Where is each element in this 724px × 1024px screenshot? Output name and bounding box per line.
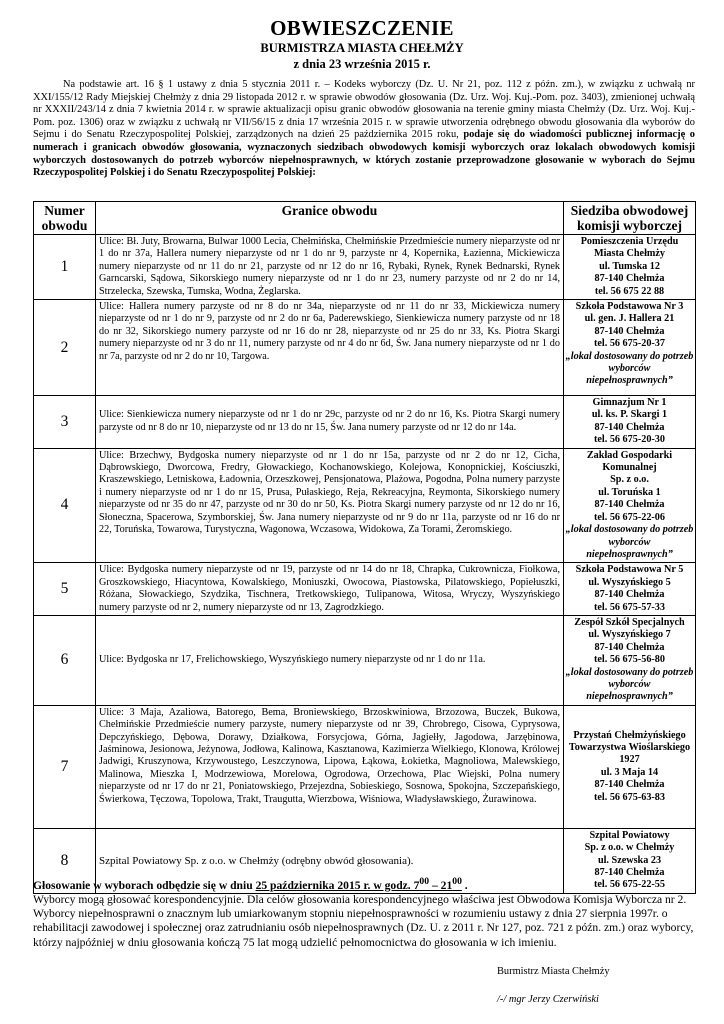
district-number: 7 xyxy=(34,705,96,828)
commission-seat xyxy=(564,705,696,828)
table-row xyxy=(34,448,696,563)
seat-line: Szpital Powiatowy xyxy=(589,829,670,841)
district-bounds: Ulice: Bydgoska numery nieparzyste od nr 19, parzyste od nr 14 do nr 18, Chrapka, Cukrownicza, Fiołkowa, Groszkowskiego, Hiacyntowa, Kowalskiego, Moniuszki, Owocowa, Piastowska, Pilatowskiego, Popiełuszki, Różana, Słowackiego, Szydzika, Tischnera, Tretkowskiego, Tulipanowa, Witosa, Wryczy, Wyszyńskiego numery parzyste od nr 2, numery nieparzyste od nr 13, Zagrodzkiego. xyxy=(96,563,564,616)
seat-line: 87-140 Chełmża xyxy=(594,867,665,878)
table-row xyxy=(34,705,696,828)
seat-line: Gimnazjum Nr 1 xyxy=(592,397,667,409)
district-number: 5 xyxy=(34,563,96,616)
district-bounds: Ulice: 3 Maja, Azaliowa, Batorego, Bema, Broniewskiego, Brzoskwiniowa, Brzozowa, Buczek, Bukowa, Chełmińskie Przedmieście numery parzyste, numery nieparzyste od nr 39, Chrobrego, Cisowa, Cyprysowa, Depczyńskiego, Dębowa, Dorawy, Działkowa, Forsycjowa, Górna, Jagiełły, Jagodowa, Jarzębinowa, Jaśminowa, Jesionowa, Jeżynowa, Jodłowa, Kalinowa, Kasztanowa, Kazimierza Wielkiego, Klonowa, Królowej Jadwigi, Kruszynowa, Krzywoustego, Leszczynowa, Lipowa, Łąkowa, Łokietka, Magnoliowa, Malewskiego, Malinowa, Mieszka I, Modrzewiowa, Morelowa, Ogrodowa, Orzechowa, Plac Wiejski, Polna numery nieparzyste od nr 17 do nr 21, Poniatowskiego, Przejezdna, Sobieskiego, Sosnowa, Spokojna, Szczepańskiego, Świerkowa, Tęczowa, Topolowa, Trakt, Traugutta, Wierzbowa, Wiśniowa, Władysławskiego, Żurawinowa. xyxy=(96,705,564,828)
voting-time-prefix: Głosowanie w wyborach odbędzie się w dniu xyxy=(33,878,256,892)
voting-time-end: . xyxy=(461,878,468,892)
seat-line: 87-140 Chełmża xyxy=(594,421,665,433)
district-number: 2 xyxy=(34,300,96,396)
table-row xyxy=(34,396,696,449)
commission-seat xyxy=(564,300,696,396)
seat-line: Zespół Szkół Specjalnych xyxy=(574,616,685,628)
voting-time xyxy=(33,875,703,893)
district-bounds: Ulice: Brzechwy, Bydgoska numery nieparzyste od nr 1 do nr 15a, parzyste od nr 2 do nr 12, Cicha, Dąbrowskiego, Dworcowa, Fredry, Głowackiego, Kochanowskiego, Kolejowa, Konopnickiej, Kościuszki, Kraszewskiego, Letniskowa, Ładownia, Orzeszkowej, Pensjonatowa, Plażowa, Pogodna, Polna numery parzyste i numery nieparzyste od nr 1 do nr 15, Prusa, Pułaskiego, Reja, Rekreacyjna, Reymonta, Sikorskiego numery nieparzyste od nr 35 do nr 47, parzyste od nr 30 do nr 50, Ks. Piotra Skargi numery parzyste od nr 12 do nr 16, Słoneczna, Spacerowa, Szymborskiej, Św. Jana numery nieparzyste od nr 9 do nr 11a, parzyste od nr 16 do nr 22, Toruńska, Towarowa, Turystyczna, Wagonowa, Wczasowa, Widokowa, Za Torami, Żeromskiego. xyxy=(96,448,564,563)
seat-line: 87-140 Chełmża xyxy=(594,779,665,791)
seat-line: Przystań Chełmżyńskiego Towarzystwa Wioślarskiego 1927 xyxy=(568,729,691,766)
accessibility-note: „lokal dostosowany do potrzeb wyborców niepełnosprawnych” xyxy=(565,666,694,703)
districts-table xyxy=(33,201,696,894)
seat-line: tel. 56 675-20-30 xyxy=(593,434,665,446)
seat-line: ul. gen. J. Hallera 21 xyxy=(584,313,675,325)
seat-line: ul. 3 Maja 14 xyxy=(600,766,659,778)
seat-line: tel. 56 675-57-33 xyxy=(593,601,665,613)
seat-line: 87-140 Chełmża xyxy=(594,273,665,285)
header-bounds: Granice obwodu xyxy=(96,202,564,235)
seat-line: ul. Szewska 23 xyxy=(597,854,662,866)
intro-paragraph xyxy=(33,79,695,180)
signature-name: /-/ mgr Jerzy Czerwiński xyxy=(497,994,599,1005)
seat-line: tel. 56 675-22-55 xyxy=(593,879,665,891)
seat-line: tel. 56 675-20-37 xyxy=(593,338,665,350)
seat-line: 87-140 Chełmża xyxy=(594,589,665,601)
district-bounds: Szpital Powiatowy Sp. z o.o. w Chełmży (odrębny obwód głosowania). xyxy=(96,828,564,893)
seat-line: ul. Tumska 12 xyxy=(599,260,660,272)
seat-line: tel. 56 675 22 88 xyxy=(594,285,665,297)
district-number: 8 xyxy=(34,828,96,893)
district-number: 3 xyxy=(34,396,96,449)
seat-line: ul. Wyszyńskiego 5 xyxy=(588,576,671,588)
commission-seat xyxy=(564,615,696,705)
commission-seat xyxy=(564,235,696,300)
header-seat: Siedziba obwodowej komisji wyborczej xyxy=(564,202,696,235)
district-number: 4 xyxy=(34,448,96,563)
seat-line: Zakład Gospodarki Komunalnej xyxy=(586,449,673,474)
header-number: Numer obwodu xyxy=(34,202,96,235)
voting-date-text: 25 października 2015 r. w godz. 7 xyxy=(255,878,420,892)
correspondence-voting-note: Wyborcy mogą głosować korespondencyjnie. Dla celów głosowania korespondencyjnego właściwa jest Obwodowa Komisja Wyborcza nr 2. xyxy=(33,893,687,907)
commission-seat xyxy=(564,563,696,616)
seat-line: 87-140 Chełmża xyxy=(594,641,665,653)
voting-start-minutes: 00 xyxy=(419,876,430,887)
seat-line: Szkoła Podstawowa Nr 5 xyxy=(575,564,684,576)
district-number: 6 xyxy=(34,615,96,705)
seat-line: ul. ks. P. Skargi 1 xyxy=(591,409,668,421)
table-row xyxy=(34,300,696,396)
district-bounds: Ulice: Bydgoska nr 17, Frelichowskiego, Wyszyńskiego numery nieparzyste od nr 1 do nr 11a. xyxy=(96,615,564,705)
intro-text: Na podstawie art. 16 § 1 ustawy z dnia 5 stycznia 2011 r. – Kodeks wyborczy (Dz. U. Nr 21, poz. 112 z późn. zm.), w związku z uchwałą nr XXI/155/12 Rady Miejskiej Chełmży z dnia 29 listopada 2012 r. w sprawie obwodów głosowania (Dz. Urz. Woj. Kuj.-Pom. poz. 3403), zmienionej uchwałą nr XXXII/243/14 z dnia 7 kwietnia 2014 r. w sprawie aktualizacji opisu granic obwodów głosowania na terenie gminy miasta Chełmży (Dz. Urz. Woj. Kuj.-Pom. poz. 1306) oraz w związku z uchwałą nr VII/56/15 z dnia 17 września 2015 r. w sprawie utworzenia odrębnego obwodu głosowania dla wyborów do Sejmu i do Senatu Rzeczypospolitej Polskiej, zarządzonych na dzień 25 października 2015 roku, xyxy=(33,79,695,141)
intro-bold-text: podaje się do wiadomości publicznej informację o numerach i granicach obwodów głosowania, wyznaczonych siedzibach obwodowych komisji wyborczych oraz lokalach obwodowych komisji wyborczych dostosowanych do potrzeb wyborców niepełnosprawnych, w których zostanie przeprowadzone głosowanie w wyborach do Sejmu Rzeczypospolitej Polskiej i do Senatu Rzeczypospolitej Polskiej: xyxy=(33,129,695,179)
seat-line: ul. Toruńska 1 xyxy=(598,486,661,498)
document-title: OBWIESZCZENIE xyxy=(270,16,454,40)
voting-end-minutes: 00 xyxy=(452,876,462,887)
voting-date xyxy=(255,876,462,892)
commission-seat xyxy=(564,448,696,563)
signature-title: Burmistrz Miasta Chełmży xyxy=(497,966,610,977)
table-row xyxy=(34,615,696,705)
table-header-row xyxy=(34,202,696,235)
accessibility-note: „lokal dostosowany do potrzeb wyborców niepełnosprawnych” xyxy=(565,524,694,560)
seat-line: Pomieszczenia Urzędu Miasta Chełmży xyxy=(580,236,679,260)
seat-line: tel. 56 675-63-83 xyxy=(593,791,665,803)
district-bounds: Ulice: Sienkiewicza numery nieparzyste od nr 1 do nr 29c, parzyste od nr 2 do nr 16, Ks. Piotra Skargi numery parzyste od nr 8 do nr 10, nieparzyste od nr 13 do nr 15, Św. Jana numery parzyste od nr 12 do nr 14a. xyxy=(96,396,564,449)
district-number: 1 xyxy=(34,235,96,300)
proxy-voting-note: Wyborcy niepełnosprawni o znacznym lub umiarkowanym stopniu niepełnosprawności w rozumieniu ustawy z dnia 27 sierpnia 1997r. o rehabilitacji zawodowej i społecznej oraz zatrudnianiu osób niepełnosprawnych (Dz. U. z 2011 r. Nr 127, poz. 721 z późn. zm.) oraz wyborcy, którzy najpóźniej w dniu głosowania kończą 75 lat mogą udzielić pełnomocnictwa do głosowania w ich imieniu. xyxy=(33,907,694,949)
seat-line: Sp. z o.o. w Chełmży xyxy=(584,842,675,854)
document-subtitle: BURMISTRZA MIASTA CHEŁMŻY xyxy=(260,41,464,55)
table-row xyxy=(34,563,696,616)
seat-line: Szkoła Podstawowa Nr 3 xyxy=(575,301,684,313)
commission-seat xyxy=(564,396,696,449)
document-date: z dnia 23 września 2015 r. xyxy=(293,57,431,71)
footer xyxy=(33,875,703,950)
district-bounds: Ulice: Hallera numery parzyste od nr 8 do nr 34a, nieparzyste od nr 11 do nr 33, Mickiewicza numery nieparzyste od nr 1 do nr 9, parzyste od nr 2 do nr 6a, Paderewskiego, Sienkiewicza numery parzyste od nr 18 do nr 32, Sikorskiego numery parzyste od nr 16 do nr 28, nieparzyste od nr 25 do nr 33, Ks. Piotra Skargi numery nieparzyste od nr 3 do nr 11, numery parzyste od nr 4 do nr 6d, Św. Jana numery nieparzyste od nr 1 do nr 7a, parzyste od nr 2 do nr 10, Targowa. xyxy=(96,300,564,396)
table-row xyxy=(34,235,696,300)
seat-line: 87-140 Chełmża xyxy=(594,325,665,337)
district-bounds: Ulice: Bł. Juty, Browarna, Bulwar 1000 Lecia, Chełmińska, Chełmińskie Przedmieście numery nieparzyste od nr 1 do nr 37a, Hallera numery nieparzyste od nr 1 do nr 9, parzyste nr 4, Kopernika, Łazienna, Mickiewicza numery nieparzyste od nr 11 do nr 21, parzyste od nr 12 do nr 16, Rybaki, Rynek, Rynek Bednarski, Rynek Garncarski, Sądowa, Sikorskiego numery nieparzyste od nr 1 do nr 23, numery parzyste od nr 2 do nr 14, Strzelecka, Szewska, Tumska, Wodna, Żeglarska. xyxy=(96,235,564,300)
seat-line: tel. 56 675-56-80 xyxy=(593,654,665,666)
seat-line: ul. Wyszyńskiego 7 xyxy=(588,629,671,641)
seat-line: Sp. z o.o. xyxy=(610,474,649,486)
seat-line: tel. 56 675-22-06 xyxy=(593,511,665,523)
voting-end-hour: – 21 xyxy=(429,878,453,892)
accessibility-note: „lokal dostosowany do potrzeb wyborców niepełnosprawnych” xyxy=(565,350,694,387)
seat-line: 87-140 Chełmża xyxy=(594,499,665,511)
